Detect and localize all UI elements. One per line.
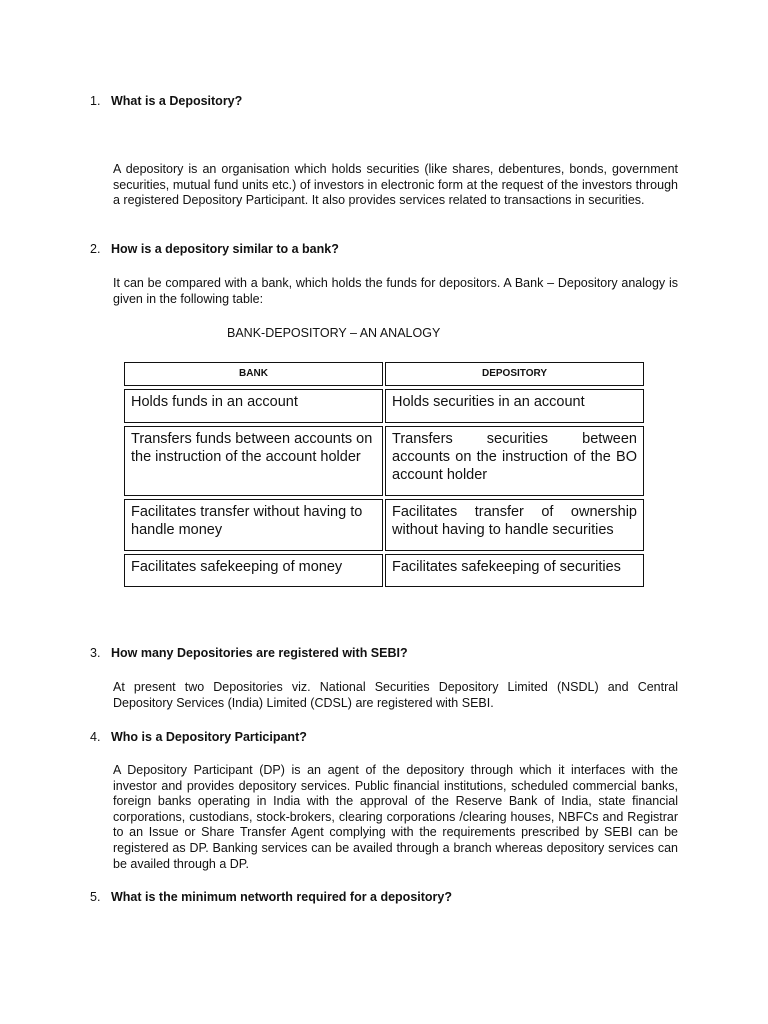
table-cell: Facilitates safekeeping of securities (385, 554, 644, 587)
table-row (124, 499, 644, 551)
table-cell: Facilitates transfer without having to handle money (124, 499, 383, 551)
answer-3-paragraph: At present two Depositories viz. National Securities Depository Limited (NSDL) and Central Depository Services (India) Limited (CDSL) are registered with SEBI. (113, 680, 678, 710)
bank-depository-table (122, 359, 646, 590)
table-cell: Holds securities in an account (385, 389, 644, 423)
table-cell: Facilitates transfer of ownership without having to handle securities (385, 499, 644, 551)
question-number: 1. (90, 94, 101, 108)
question-text: Who is a Depository Participant? (111, 730, 307, 744)
table-row (124, 389, 644, 423)
table-cell: Facilitates safekeeping of money (124, 554, 383, 587)
question-4 (90, 730, 307, 744)
table-cell: Transfers funds between accounts on the instruction of the account holder (124, 426, 383, 496)
table-row (124, 554, 644, 587)
question-number: 2. (90, 242, 101, 256)
table-row (124, 426, 644, 496)
header-depository: DEPOSITORY (385, 362, 644, 386)
question-5 (90, 890, 452, 904)
question-number: 5. (90, 890, 101, 904)
question-text: What is the minimum networth required for a depository? (111, 890, 452, 904)
question-text: What is a Depository? (111, 94, 243, 108)
question-text: How many Depositories are registered with SEBI? (111, 646, 408, 660)
table-header-row (124, 362, 644, 386)
question-2 (90, 242, 339, 256)
question-number: 3. (90, 646, 101, 660)
table-cell: Holds funds in an account (124, 389, 383, 423)
question-text: How is a depository similar to a bank? (111, 242, 339, 256)
question-number: 4. (90, 730, 101, 744)
header-bank: BANK (124, 362, 383, 386)
table-cell: Transfers securities between accounts on the instruction of the BO account holder (385, 426, 644, 496)
question-3 (90, 646, 408, 660)
question-1 (90, 94, 242, 108)
table-caption: BANK-DEPOSITORY – AN ANALOGY (227, 326, 441, 340)
answer-2-paragraph: It can be compared with a bank, which holds the funds for depositors. A Bank – Depository analogy is given in the following table: (113, 276, 678, 306)
answer-4-paragraph: A Depository Participant (DP) is an agent of the depository through which it interfaces with the investor and provides depository services. Public financial institutions, scheduled commercial banks, foreign banks operating in India with the approval of the Reserve Bank of India, state financial corporations, custodians, stock-brokers, clearing corporations /clearing houses, NBFCs and Registrar to an Issue or Share Transfer Agent complying with the requirements prescribed by SEBI can be registered as DP. Banking services can be availed through a branch whereas depository services can be availed through a DP. (113, 763, 678, 871)
answer-1-paragraph: A depository is an organisation which holds securities (like shares, debentures, bonds, government securities, mutual fund units etc.) of investors in electronic form at the request of the investors through a registered Depository Participant. It also provides services related to transactions in securities. (113, 162, 678, 208)
